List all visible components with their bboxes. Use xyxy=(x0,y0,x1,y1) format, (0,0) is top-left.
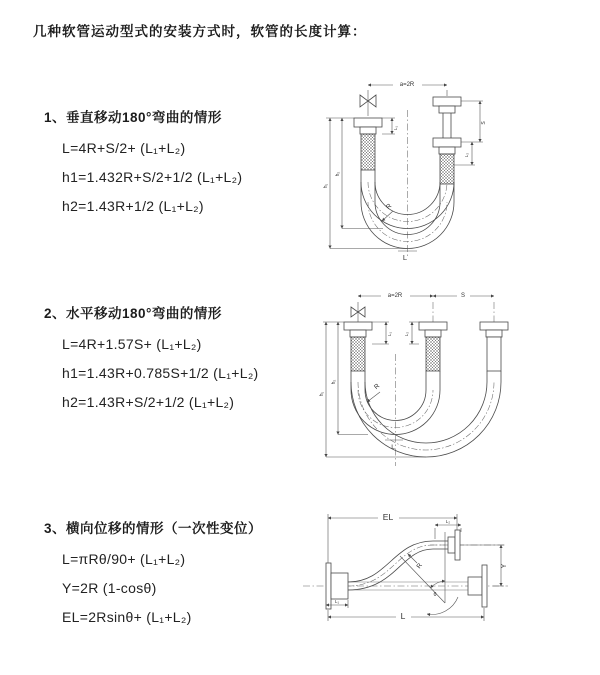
dim-label-y: Y xyxy=(501,563,508,569)
dim-label-a2r: a=2R xyxy=(399,82,415,88)
dim-label-l2: L₂ xyxy=(404,331,409,337)
valve-icon xyxy=(360,90,376,116)
formula-line: EL=2Rsinθ+ (L₁+L₂) xyxy=(62,609,192,625)
formula-line: h2=1.43R+S/2+1/2 (L₁+L₂) xyxy=(62,394,235,410)
dim-label-r: R xyxy=(415,562,424,571)
dim-label-l: L xyxy=(391,444,395,451)
dimension-a2r xyxy=(358,290,433,299)
dimension-l1 xyxy=(372,322,392,344)
dimension-s xyxy=(461,101,487,142)
formula-line: h1=1.432R+S/2+1/2 (L₁+L₂) xyxy=(62,169,243,185)
page-title: 几种软管运动型式的安装方式时，软管的长度计算： xyxy=(33,24,367,39)
displaced-hose-curve xyxy=(348,541,448,590)
section-heading: 3、横向位移的情形（一次性变位） xyxy=(44,521,263,536)
dim-label-a2r: a=2R xyxy=(387,293,403,299)
radius-callout xyxy=(408,554,424,570)
dimension-l2 xyxy=(404,322,419,344)
dim-label-l2: L₂ xyxy=(445,519,451,524)
dim-label-el: EL xyxy=(382,512,394,522)
dim-label-l1: L₁ xyxy=(393,125,398,131)
dim-label-r: R xyxy=(372,382,382,392)
dim-label-l2: L₂ xyxy=(464,152,469,158)
section-heading: 1、垂直移动180°弯曲的情形 xyxy=(44,110,222,125)
section-lateral-displacement xyxy=(44,517,262,638)
section-horizontal-movement xyxy=(44,302,259,423)
dimension-h1 xyxy=(319,322,426,457)
diagram-vertical-180-bend-drawing xyxy=(308,70,563,262)
left-hose-end-fitting xyxy=(354,118,382,202)
diagram-horizontal-180-bend-drawing xyxy=(308,282,570,470)
diagram-lateral-displacement xyxy=(298,502,593,662)
dimension-l xyxy=(385,440,403,451)
dim-label-l1: L₁ xyxy=(387,331,392,337)
diagram-vertical-180-bend xyxy=(308,70,563,262)
formula-line: L=4R+S/2+ (L₁+L₂) xyxy=(62,140,186,156)
valve-icon xyxy=(351,302,365,322)
dim-label-s: S xyxy=(460,293,466,299)
section-heading: 2、水平移动180°弯曲的情形 xyxy=(44,306,222,321)
formula-line: h2=1.43R+1/2 (L₁+L₂) xyxy=(62,198,204,214)
dimension-l xyxy=(398,251,417,262)
radius-callout xyxy=(367,382,381,402)
radius-callout xyxy=(382,202,393,221)
formula-line: h1=1.43R+0.785S+1/2 (L₁+L₂) xyxy=(62,365,259,381)
dimension-a2r xyxy=(368,79,447,96)
diagram-horizontal-180-bend xyxy=(308,282,570,470)
dimension-h2 xyxy=(335,118,383,229)
dimension-el xyxy=(328,511,457,563)
formula-line: L=4R+1.57S+ (L₁+L₂) xyxy=(62,336,202,352)
dim-label-s: S xyxy=(481,121,487,125)
section-vertical-movement xyxy=(44,106,242,227)
formula-line: Y=2R (1-cosθ) xyxy=(62,580,157,596)
dim-label-l: L xyxy=(400,611,406,621)
dim-label-h2: h₂ xyxy=(335,171,341,177)
upper-flange xyxy=(448,530,460,560)
dim-label-l1: L₁ xyxy=(334,599,340,604)
hose-bend-arcs xyxy=(351,382,501,457)
dim-label-h2: h₂ xyxy=(331,379,337,385)
dim-label-r: R xyxy=(384,202,394,212)
dimension-l xyxy=(328,608,484,621)
dim-label-h1: h₁ xyxy=(323,183,329,189)
dim-label-theta: θ xyxy=(433,592,437,598)
dim-label-h1: h₁ xyxy=(319,391,325,397)
diagram-lateral-displacement-drawing xyxy=(298,502,593,662)
dimension-s xyxy=(433,290,494,299)
formula-line: L=πRθ/90+ (L₁+L₂) xyxy=(62,551,186,567)
dim-label-l: L xyxy=(402,253,408,262)
middle-hose-end-fitting xyxy=(419,322,447,390)
dimension-l1 xyxy=(382,118,398,134)
left-hose-end-fitting xyxy=(344,322,372,390)
moved-hose-end-fitting xyxy=(480,322,508,382)
